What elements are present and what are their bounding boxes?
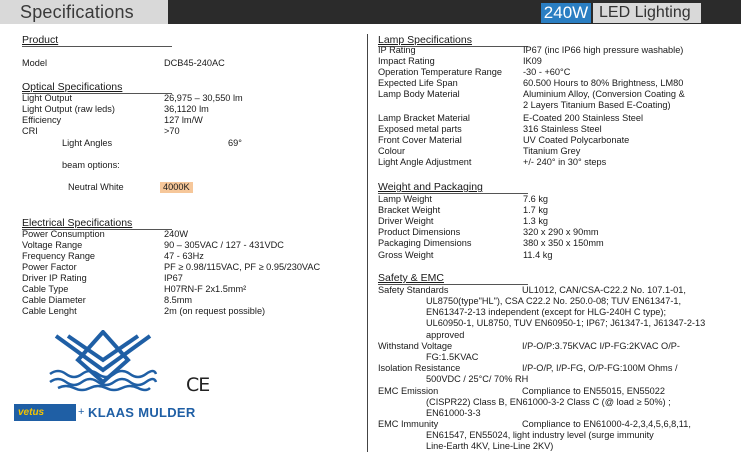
isolation-line: 500VDC / 25°C/ 70% RH bbox=[426, 374, 529, 384]
ce-mark: CE bbox=[186, 374, 210, 396]
row-label: Efficiency bbox=[22, 115, 62, 125]
company-logo bbox=[48, 330, 158, 392]
row-label: Frequency Range bbox=[22, 251, 96, 261]
row-value: 69° bbox=[228, 138, 242, 148]
row-value: 60.500 Hours to 80% Brightness, LM80 bbox=[523, 78, 684, 88]
column-divider bbox=[367, 34, 368, 452]
row-label: Light Output bbox=[22, 93, 73, 103]
emission-line: EN61000-3-3 bbox=[426, 408, 481, 418]
immunity-line: Compliance to EN61000-4-2,3,4,5,6,8,11, bbox=[522, 419, 691, 429]
emission-line: Compliance to EN55015, EN55022 bbox=[522, 386, 666, 396]
row-value: 2 Layers Titanium Based E-Coating) bbox=[523, 100, 671, 110]
row-label: Colour bbox=[378, 146, 406, 156]
row-label: Impact Rating bbox=[378, 56, 435, 66]
row-value: E-Coated 200 Stainless Steel bbox=[523, 113, 644, 123]
row-label: Driver IP Rating bbox=[22, 273, 87, 283]
row-label: Lamp Body Material bbox=[378, 89, 460, 99]
immunity-label: EMC Immunity bbox=[378, 419, 439, 429]
row-label: CRI bbox=[22, 126, 38, 136]
row-label: IP Rating bbox=[378, 45, 416, 55]
row-value: Titanium Grey bbox=[523, 146, 581, 156]
isolation-label: Isolation Resistance bbox=[378, 363, 461, 373]
row-value: 320 x 290 x 90mm bbox=[523, 227, 599, 237]
beam-options-label: beam options: bbox=[62, 160, 120, 170]
withstand-line: I/P-O/P:3.75KVAC I/P-FG:2KVAC O/P- bbox=[522, 341, 680, 351]
row-label: Power Consumption bbox=[22, 229, 105, 239]
row-value: 1.7 kg bbox=[523, 205, 549, 215]
electrical-title: Electrical Specifications bbox=[22, 217, 133, 229]
row-label: Light Angles bbox=[62, 138, 113, 148]
row-value: 1.3 kg bbox=[523, 216, 549, 226]
row-label: Cable Lenght bbox=[22, 306, 77, 316]
row-label: Gross Weight bbox=[378, 250, 434, 260]
emission-label: EMC Emission bbox=[378, 386, 439, 396]
safety-standards-line: UL8750(type"HL"), CSA C22.2 No. 250.0-08; TUV EN61347-1, bbox=[426, 296, 682, 306]
power-badge: 240W bbox=[541, 3, 591, 23]
row-value: Aluminium Alloy, (Conversion Coating & bbox=[523, 89, 685, 99]
row-label: Packaging Dimensions bbox=[378, 238, 472, 248]
row-value: 47 - 63Hz bbox=[164, 251, 204, 261]
vetus-logo: vetus bbox=[14, 404, 76, 421]
optical-title: Optical Specifications bbox=[22, 81, 123, 93]
row-label: Light Angle Adjustment bbox=[378, 157, 472, 167]
row-label: Front Cover Material bbox=[378, 135, 462, 145]
row-value: DCB45-240AC bbox=[164, 58, 225, 68]
safety-standards-line: EN61347-2-13 independent (except for HLG-240H C type); bbox=[426, 307, 667, 317]
row-label: Product Dimensions bbox=[378, 227, 461, 237]
isolation-line: I/P-O/P, I/P-FG, O/P-FG:100M Ohms / bbox=[522, 363, 678, 373]
row-value: IP67 (inc IP66 high pressure washable) bbox=[523, 45, 684, 55]
row-label: Light Output (raw leds) bbox=[22, 104, 115, 114]
row-value: 11.4 kg bbox=[523, 250, 553, 260]
row-value: 90 – 305VAC / 127 - 431VDC bbox=[164, 240, 284, 250]
row-value: 7.6 kg bbox=[523, 194, 549, 204]
safety-standards-line: UL1012, CAN/CSA-C22.2 No. 107.1-01, bbox=[522, 285, 686, 295]
row-label: Power Factor bbox=[22, 262, 77, 272]
series-title: LED Lighting bbox=[593, 3, 701, 23]
row-value: H07RN-F 2x1.5mm² bbox=[164, 284, 247, 294]
row-label: Lamp Weight bbox=[378, 194, 432, 204]
row-value: 316 Stainless Steel bbox=[523, 124, 602, 134]
row-value: 26,975 – 30,550 lm bbox=[164, 93, 243, 103]
row-label: Lamp Bracket Material bbox=[378, 113, 470, 123]
emission-line: (CISPR22) Class B, EN61000-3-2 Class C (@ load ≥ 50%) ; bbox=[426, 397, 671, 407]
row-label: Neutral White bbox=[68, 182, 124, 192]
row-label: Cable Type bbox=[22, 284, 69, 294]
immunity-line: EN61547, EN55024, light industry level (surge immunity bbox=[426, 430, 654, 440]
row-label: Exposed metal parts bbox=[378, 124, 462, 134]
neutral-white-value: 4000K bbox=[160, 182, 193, 193]
row-value: 2m (on request possible) bbox=[164, 306, 266, 316]
withstand-label: Withstand Voltage bbox=[378, 341, 453, 351]
row-label: Bracket Weight bbox=[378, 205, 441, 215]
page-title: Specifications bbox=[0, 0, 168, 24]
row-value: IP67 bbox=[164, 273, 183, 283]
row-value: UV Coated Polycarbonate bbox=[523, 135, 630, 145]
safety-title: Safety & EMC bbox=[378, 272, 444, 284]
klaas-mulder-logo: KLAAS MULDER bbox=[88, 405, 196, 420]
row-value: -30 - +60°C bbox=[523, 67, 571, 77]
product-rule bbox=[22, 46, 172, 47]
withstand-line: FG:1.5KVAC bbox=[426, 352, 479, 362]
row-value: IK09 bbox=[523, 56, 542, 66]
safety-standards-line: approved bbox=[426, 330, 465, 340]
safety-standards-label: Safety Standards bbox=[378, 285, 449, 295]
row-value: >70 bbox=[164, 126, 180, 136]
row-label: Model bbox=[22, 58, 48, 68]
row-value: +/- 240° in 30° steps bbox=[523, 157, 607, 167]
row-value: 380 x 350 x 150mm bbox=[523, 238, 604, 248]
row-label: Voltage Range bbox=[22, 240, 83, 250]
row-value: 36,1120 lm bbox=[164, 104, 209, 114]
lamp-title: Lamp Specifications bbox=[378, 34, 472, 46]
immunity-line: Line-Earth 4KV, Line-Line 2KV) bbox=[426, 441, 554, 451]
brand-plus: + bbox=[78, 406, 85, 418]
safety-standards-line: UL60950-1, UL8750, TUV EN60950-1; IP67; J61347-1, J61347-2-13 bbox=[426, 318, 706, 328]
product-title: Product bbox=[22, 34, 59, 46]
row-value: 240W bbox=[164, 229, 189, 239]
row-value: 127 lm/W bbox=[164, 115, 203, 125]
row-label: Cable Diameter bbox=[22, 295, 86, 305]
header-bar bbox=[0, 0, 741, 24]
row-label: Driver Weight bbox=[378, 216, 434, 226]
row-value: PF ≥ 0.98/115VAC, PF ≥ 0.95/230VAC bbox=[164, 262, 321, 272]
row-value: 8.5mm bbox=[164, 295, 193, 305]
weight-title: Weight and Packaging bbox=[378, 181, 483, 193]
row-label: Operation Temperature Range bbox=[378, 67, 502, 77]
row-label: Expected Life Span bbox=[378, 78, 458, 88]
